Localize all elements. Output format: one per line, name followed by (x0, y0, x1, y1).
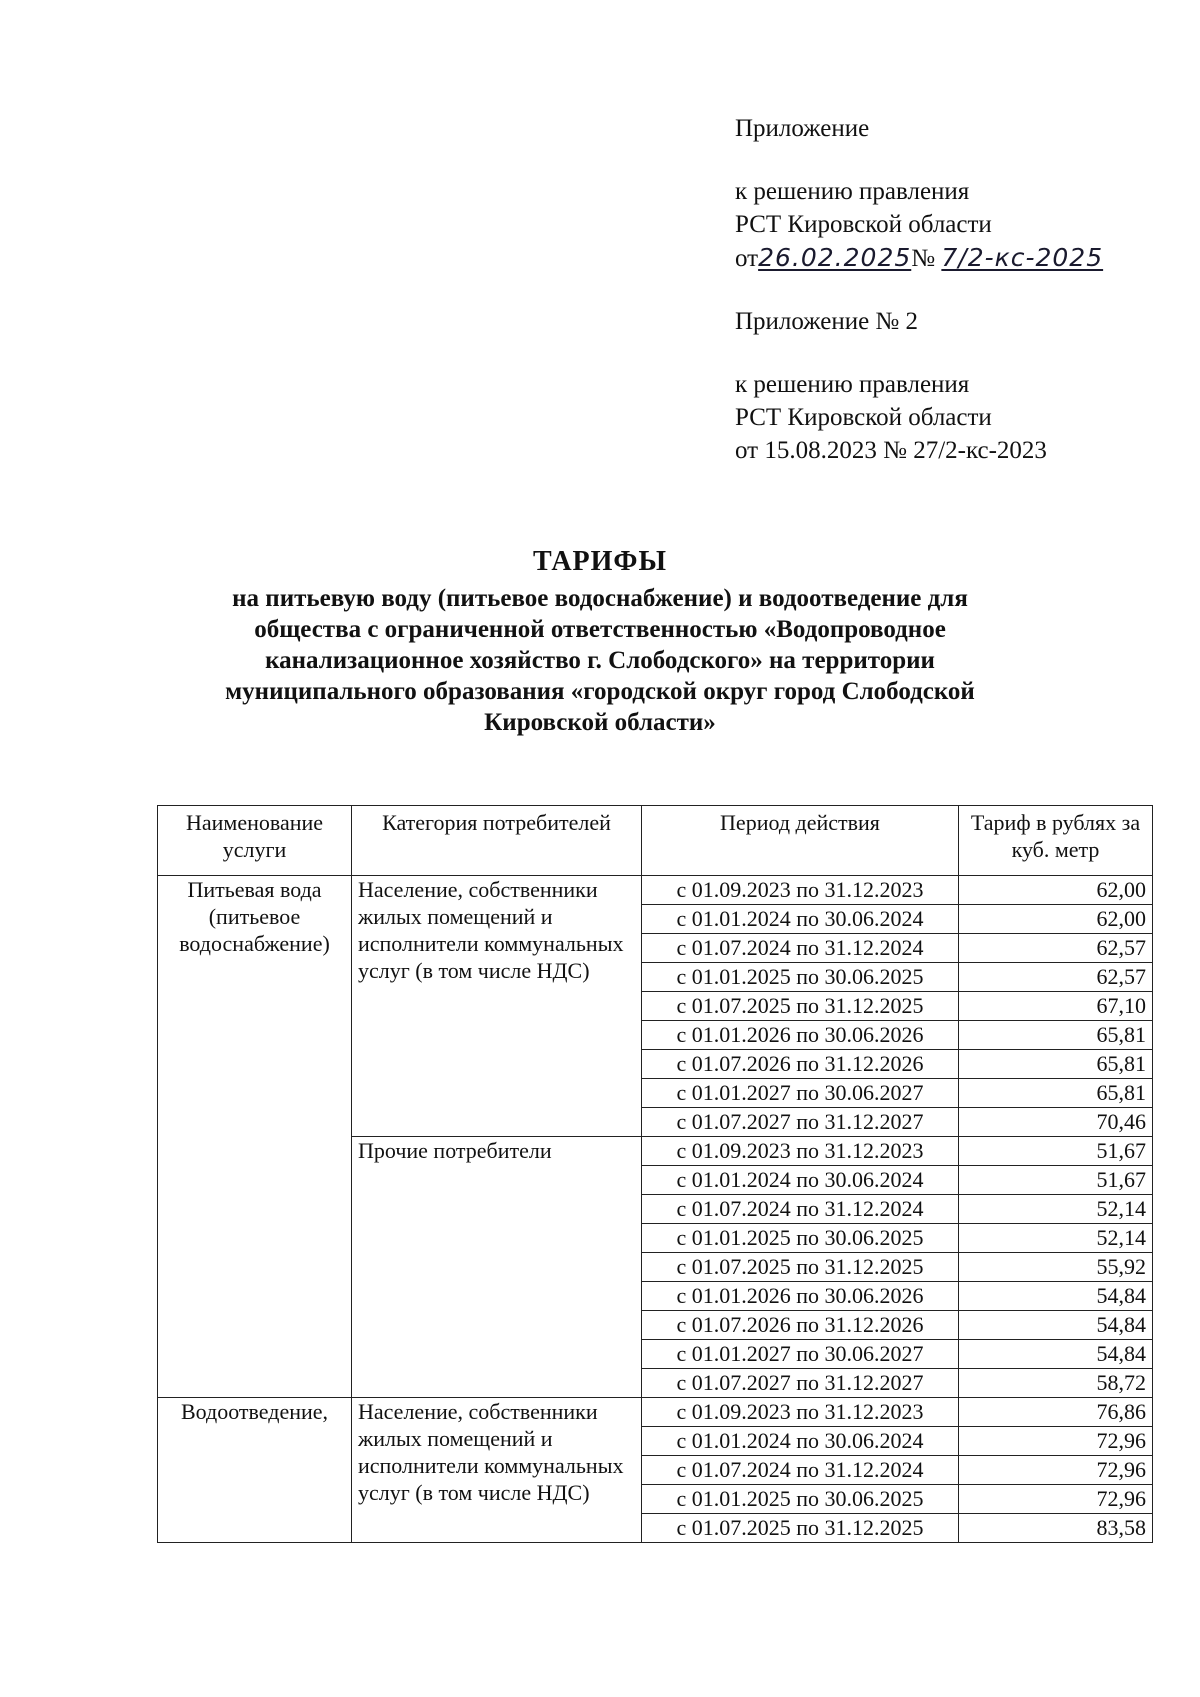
title-line-1: на питьевую воду (питьевое водоснабжение) и водоотведение для (232, 585, 968, 612)
tariff-value-cell: 70,46 (959, 1108, 1153, 1137)
period-cell: с 01.07.2027 по 31.12.2027 (642, 1108, 959, 1137)
period-cell: с 01.07.2025 по 31.12.2025 (642, 992, 959, 1021)
tariff-value-cell: 54,84 (959, 1340, 1153, 1369)
tariff-value-cell: 54,84 (959, 1311, 1153, 1340)
tariff-value-cell: 54,84 (959, 1282, 1153, 1311)
header-tariff: Тариф в рублях за куб. метр (959, 806, 1153, 876)
tariff-value-cell: 52,14 (959, 1224, 1153, 1253)
title-main: ТАРИФЫ (533, 546, 667, 577)
title-line-3: канализационное хозяйство г. Слободского» на территории (265, 647, 935, 674)
period-cell: с 01.01.2025 по 30.06.2025 (642, 1485, 959, 1514)
category-cell: Население, собственники жилых помещений и исполнители коммунальных услуг (в том числе НДС) (352, 1398, 642, 1543)
tariff-value-cell: 62,57 (959, 963, 1153, 992)
tariff-value-cell: 62,00 (959, 876, 1153, 905)
table-header-row (158, 806, 1153, 876)
tariff-value-cell: 83,58 (959, 1514, 1153, 1543)
category-cell: Население, собственники жилых помещений и исполнители коммунальных услуг (в том числе НДС) (352, 876, 642, 1137)
title-line-2: общества с ограниченной ответственностью «Водопроводное (254, 616, 946, 643)
period-cell: с 01.09.2023 по 31.12.2023 (642, 1398, 959, 1427)
table-row (158, 1398, 1153, 1427)
category-cell: Прочие потребители (352, 1137, 642, 1398)
handwritten-date: 26.02.2025 (758, 243, 912, 272)
tariff-value-cell: 51,67 (959, 1166, 1153, 1195)
tariff-value-cell: 58,72 (959, 1369, 1153, 1398)
tariff-value-cell: 55,92 (959, 1253, 1153, 1282)
authority-name-2: РСТ Кировской области (735, 404, 992, 431)
service-cell: Водоотведение, (158, 1398, 352, 1543)
tariff-value-cell: 65,81 (959, 1050, 1153, 1079)
appendix-header: Приложение (735, 115, 870, 142)
appendix-block (735, 112, 1103, 467)
header-service: Наименование услуги (158, 806, 352, 876)
decision-date-line (735, 241, 1103, 275)
period-cell: с 01.01.2027 по 30.06.2027 (642, 1340, 959, 1369)
tariff-table (157, 805, 1153, 1543)
period-cell: с 01.01.2027 по 30.06.2027 (642, 1079, 959, 1108)
date-prefix: от (735, 245, 759, 272)
title-line-4: муниципального образования «городской округ город Слободской (225, 678, 975, 705)
period-cell: с 01.01.2026 по 30.06.2026 (642, 1282, 959, 1311)
tariff-value-cell: 67,10 (959, 992, 1153, 1021)
service-cell: Питьевая вода (питьевое водоснабжение) (158, 876, 352, 1398)
header-category: Категория потребителей (352, 806, 642, 876)
period-cell: с 01.09.2023 по 31.12.2023 (642, 876, 959, 905)
tariff-value-cell: 72,96 (959, 1456, 1153, 1485)
period-cell: с 01.07.2024 по 31.12.2024 (642, 934, 959, 963)
decision-date-line-2: от 15.08.2023 № 27/2-кс-2023 (735, 437, 1047, 464)
tariff-value-cell: 65,81 (959, 1079, 1153, 1108)
tariff-value-cell: 72,96 (959, 1485, 1153, 1514)
tariff-value-cell: 52,14 (959, 1195, 1153, 1224)
number-sign: № (911, 245, 936, 272)
decision-reference-2: к решению правления (735, 371, 970, 398)
period-cell: с 01.07.2024 по 31.12.2024 (642, 1195, 959, 1224)
period-cell: с 01.07.2025 по 31.12.2025 (642, 1514, 959, 1543)
authority-name: РСТ Кировской области (735, 211, 992, 238)
document-title (130, 545, 1070, 738)
period-cell: с 01.01.2024 по 30.06.2024 (642, 1427, 959, 1456)
title-line-5: Кировской области» (484, 709, 716, 736)
tariff-table-body (158, 876, 1153, 1543)
period-cell: с 01.07.2027 по 31.12.2027 (642, 1369, 959, 1398)
tariff-value-cell: 62,57 (959, 934, 1153, 963)
period-cell: с 01.01.2024 по 30.06.2024 (642, 1166, 959, 1195)
tariff-value-cell: 51,67 (959, 1137, 1153, 1166)
header-period: Период действия (642, 806, 959, 876)
tariff-value-cell: 72,96 (959, 1427, 1153, 1456)
period-cell: с 01.01.2026 по 30.06.2026 (642, 1021, 959, 1050)
tariff-value-cell: 76,86 (959, 1398, 1153, 1427)
title-line (130, 583, 1070, 738)
period-cell: с 01.01.2025 по 30.06.2025 (642, 1224, 959, 1253)
period-cell: с 01.01.2025 по 30.06.2025 (642, 963, 959, 992)
period-cell: с 01.09.2023 по 31.12.2023 (642, 1137, 959, 1166)
period-cell: с 01.07.2026 по 31.12.2026 (642, 1311, 959, 1340)
appendix-2-header: Приложение № 2 (735, 308, 919, 335)
handwritten-number: 7/2-кс-2025 (941, 243, 1104, 272)
period-cell: с 01.01.2024 по 30.06.2024 (642, 905, 959, 934)
period-cell: с 01.07.2025 по 31.12.2025 (642, 1253, 959, 1282)
table-row (158, 876, 1153, 905)
tariff-value-cell: 65,81 (959, 1021, 1153, 1050)
decision-reference: к решению правления (735, 178, 970, 205)
tariff-value-cell: 62,00 (959, 905, 1153, 934)
period-cell: с 01.07.2026 по 31.12.2026 (642, 1050, 959, 1079)
period-cell: с 01.07.2024 по 31.12.2024 (642, 1456, 959, 1485)
